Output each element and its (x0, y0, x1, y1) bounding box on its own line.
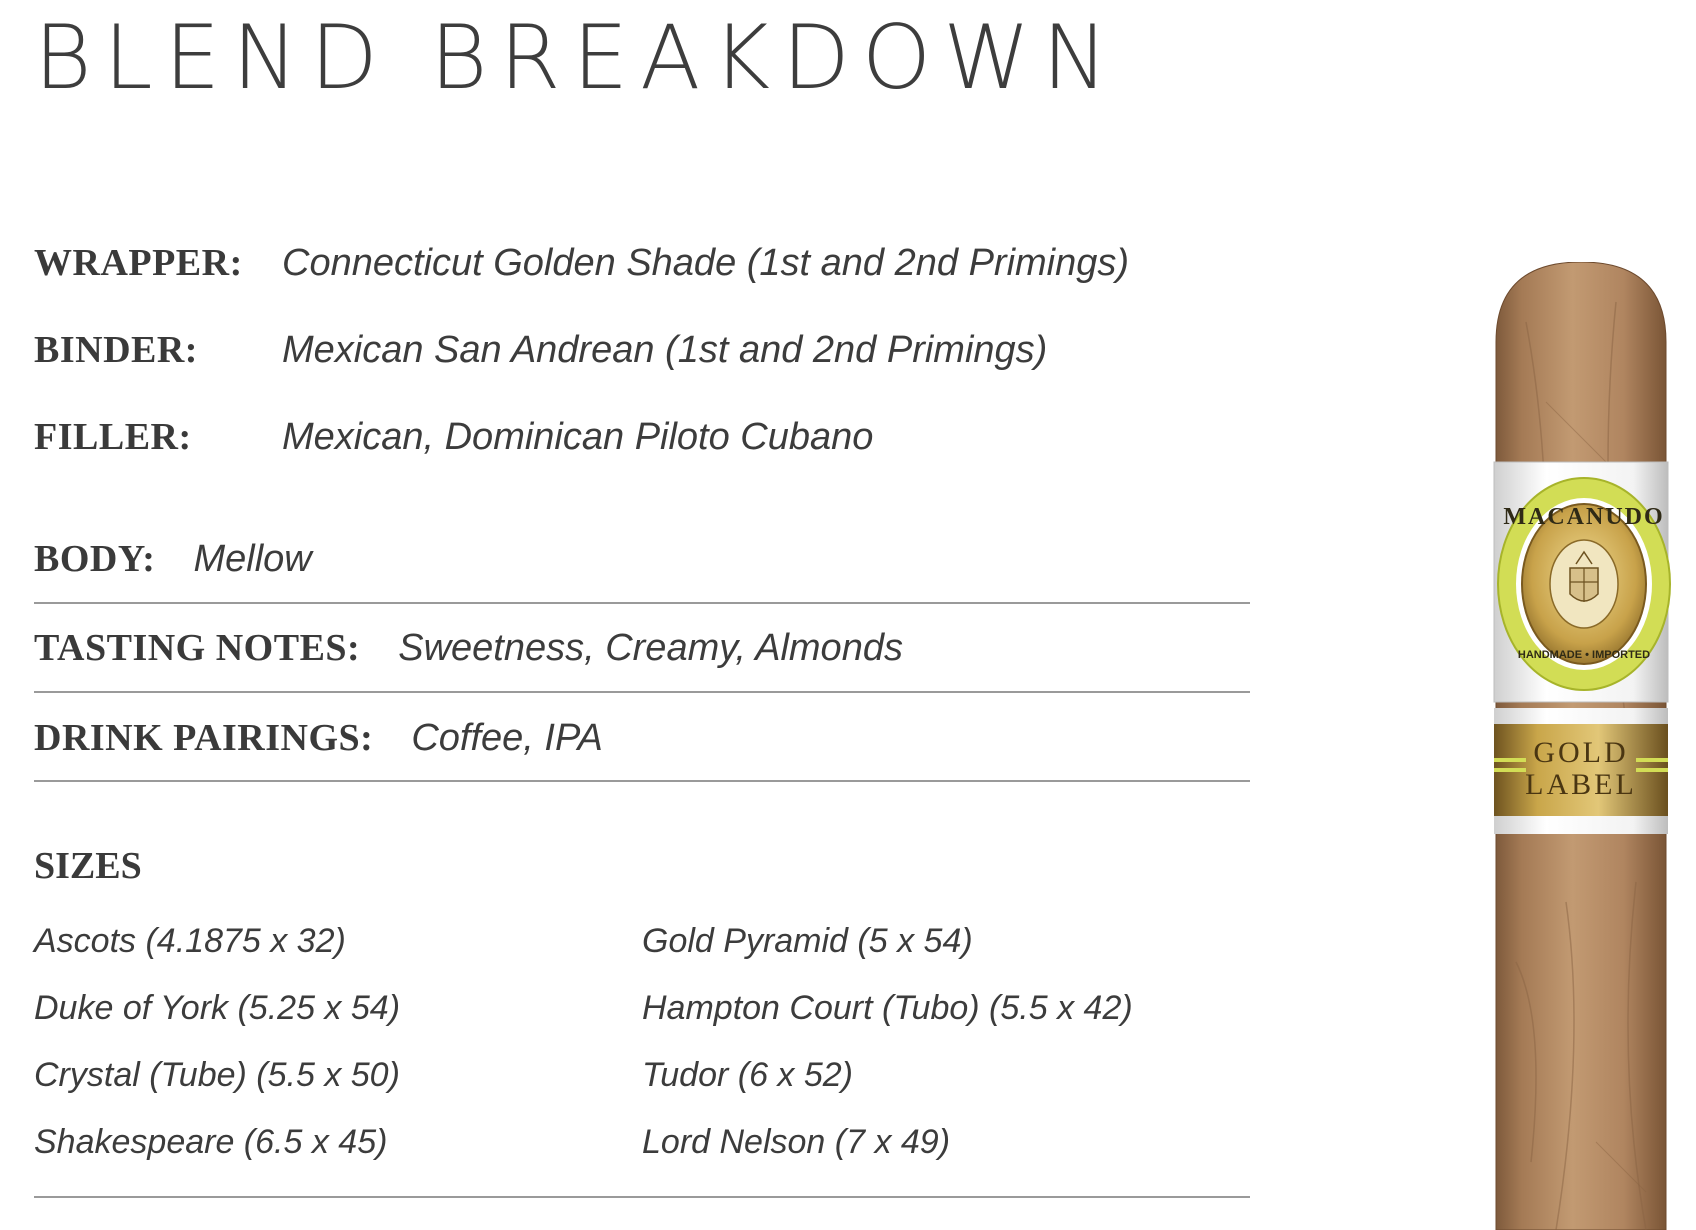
divider (34, 691, 1250, 693)
size-item: Duke of York (5.25 x 54) (34, 989, 401, 1027)
binder-value: Mexican San Andrean (1st and 2nd Primings) (282, 328, 1048, 371)
size-item: Lord Nelson (7 x 49) (642, 1123, 951, 1161)
size-item: Hampton Court (Tubo) (5.5 x 42) (642, 989, 1133, 1027)
binder-row (34, 325, 1047, 375)
drink-pairings-label: DRINK PAIRINGS: (34, 717, 374, 759)
band-subtitle-text: HANDMADE • IMPORTED (1517, 649, 1651, 661)
wrapper-row (34, 238, 1129, 288)
size-item: Crystal (Tube) (5.5 x 50) (34, 1056, 400, 1094)
drink-pairings-row (34, 713, 1250, 763)
filler-label: FILLER: (34, 416, 192, 458)
tasting-notes-row (34, 623, 1250, 673)
band-brand-text: MACANUDO (1503, 504, 1665, 530)
divider (34, 1196, 1250, 1198)
wrapper-label: WRAPPER: (34, 242, 243, 284)
filler-value: Mexican, Dominican Piloto Cubano (282, 415, 874, 458)
sizes-heading: SIZES (34, 845, 142, 887)
binder-label: BINDER: (34, 329, 198, 371)
size-item: Gold Pyramid (5 x 54) (642, 922, 973, 960)
size-item: Ascots (4.1875 x 32) (34, 922, 346, 960)
body-label: BODY: (34, 538, 156, 580)
divider (34, 602, 1250, 604)
gold-band-line1: GOLD (1533, 736, 1629, 769)
cigar-illustration (1486, 262, 1696, 1230)
page-title: BLEND BREAKDOWN (34, 6, 1120, 109)
cigar-image (1486, 262, 1696, 1230)
filler-row (34, 412, 873, 462)
drink-pairings-value: Coffee, IPA (411, 716, 603, 759)
tasting-notes-label: TASTING NOTES: (34, 627, 361, 669)
tasting-notes-value: Sweetness, Creamy, Almonds (398, 626, 903, 669)
size-item: Tudor (6 x 52) (642, 1056, 854, 1094)
gold-band-line2: LABEL (1525, 768, 1637, 801)
body-value: Mellow (193, 537, 312, 580)
body-row (34, 534, 1250, 584)
sizes-list (34, 916, 1250, 1184)
wrapper-value: Connecticut Golden Shade (1st and 2nd Primings) (282, 241, 1130, 284)
size-item: Shakespeare (6.5 x 45) (34, 1123, 388, 1161)
divider (34, 780, 1250, 782)
